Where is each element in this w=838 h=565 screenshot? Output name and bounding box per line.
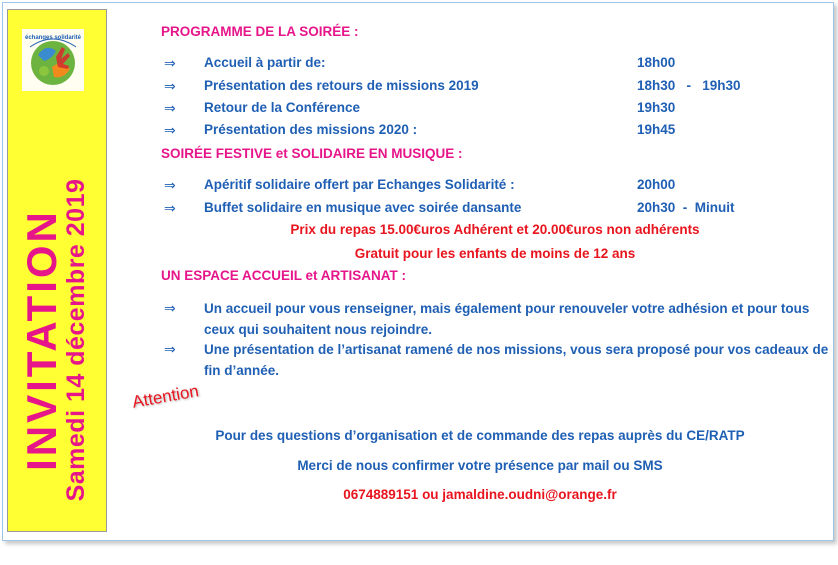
programme-item-time: 19h30: [637, 100, 676, 115]
arrow-icon: ⇒: [164, 100, 176, 116]
questions-line: Pour des questions d’organisation et de commande des repas auprès du CE/RATP: [215, 428, 745, 443]
arrow-icon: ⇒: [164, 300, 176, 316]
programme-item-label: Retour de la Conférence: [204, 100, 361, 115]
programme-item-label: Présentation des missions 2020 :: [204, 122, 418, 137]
echanges-solidarite-logo: [22, 29, 84, 91]
festive-item-time: 20h00: [637, 177, 676, 192]
sidebar-banner: [7, 9, 107, 532]
price-line: Prix du repas 15.00€uros Adhérent et 20.00€uros non adhérents: [290, 222, 700, 237]
festive-item-label: Apéritif solidaire offert par Echanges Solidarité :: [204, 177, 515, 192]
arrow-icon: ⇒: [164, 122, 176, 138]
arrow-icon: ⇒: [164, 200, 176, 216]
free-children-line: Gratuit pour les enfants de moins de 12 ans: [354, 246, 636, 261]
programme-item-label: Présentation des retours de missions 2019: [204, 78, 479, 93]
confirm-line: Merci de nous confirmer votre présence par mail ou SMS: [297, 458, 663, 473]
programme-item-time: 19h45: [637, 122, 676, 137]
festive-heading: SOIRÉE FESTIVE et SOLIDAIRE EN MUSIQUE :: [161, 146, 463, 161]
espace-item: Une présentation de l’artisanat ramené de nos missions, vous sera proposé pour vos cadeaux de fin d’année.: [204, 342, 829, 378]
espace-heading: UN ESPACE ACCUEIL et ARTISANAT :: [161, 268, 407, 283]
event-date: Samedi 14 décembre 2019: [62, 178, 90, 502]
programme-item-time: 18h00: [637, 55, 676, 70]
festive-item-time: 20h30 - Minuit: [637, 200, 735, 215]
arrow-icon: ⇒: [164, 341, 176, 357]
contact-line: 0674889151 ou jamaldine.oudni@orange.fr: [343, 487, 617, 502]
arrow-icon: ⇒: [164, 78, 176, 94]
programme-item-label: Accueil à partir de:: [204, 55, 326, 70]
programme-heading: PROGRAMME DE LA SOIRÉE :: [161, 24, 359, 39]
logo-graphic: [22, 29, 84, 91]
attention-label: Attention: [130, 381, 201, 412]
arrow-icon: ⇒: [164, 177, 176, 193]
espace-item: Un accueil pour vous renseigner, mais également pour renouveler votre adhésion et pour tous ceux qui souhaitent nous rejoindre.: [204, 301, 810, 337]
logo-text: échanges solidarité: [24, 35, 82, 41]
programme-item-time: 18h30 - 19h30: [637, 78, 741, 93]
invitation-title: INVITATION: [18, 209, 65, 471]
arrow-icon: ⇒: [164, 55, 176, 71]
festive-item-label: Buffet solidaire en musique avec soirée dansante: [204, 200, 522, 215]
